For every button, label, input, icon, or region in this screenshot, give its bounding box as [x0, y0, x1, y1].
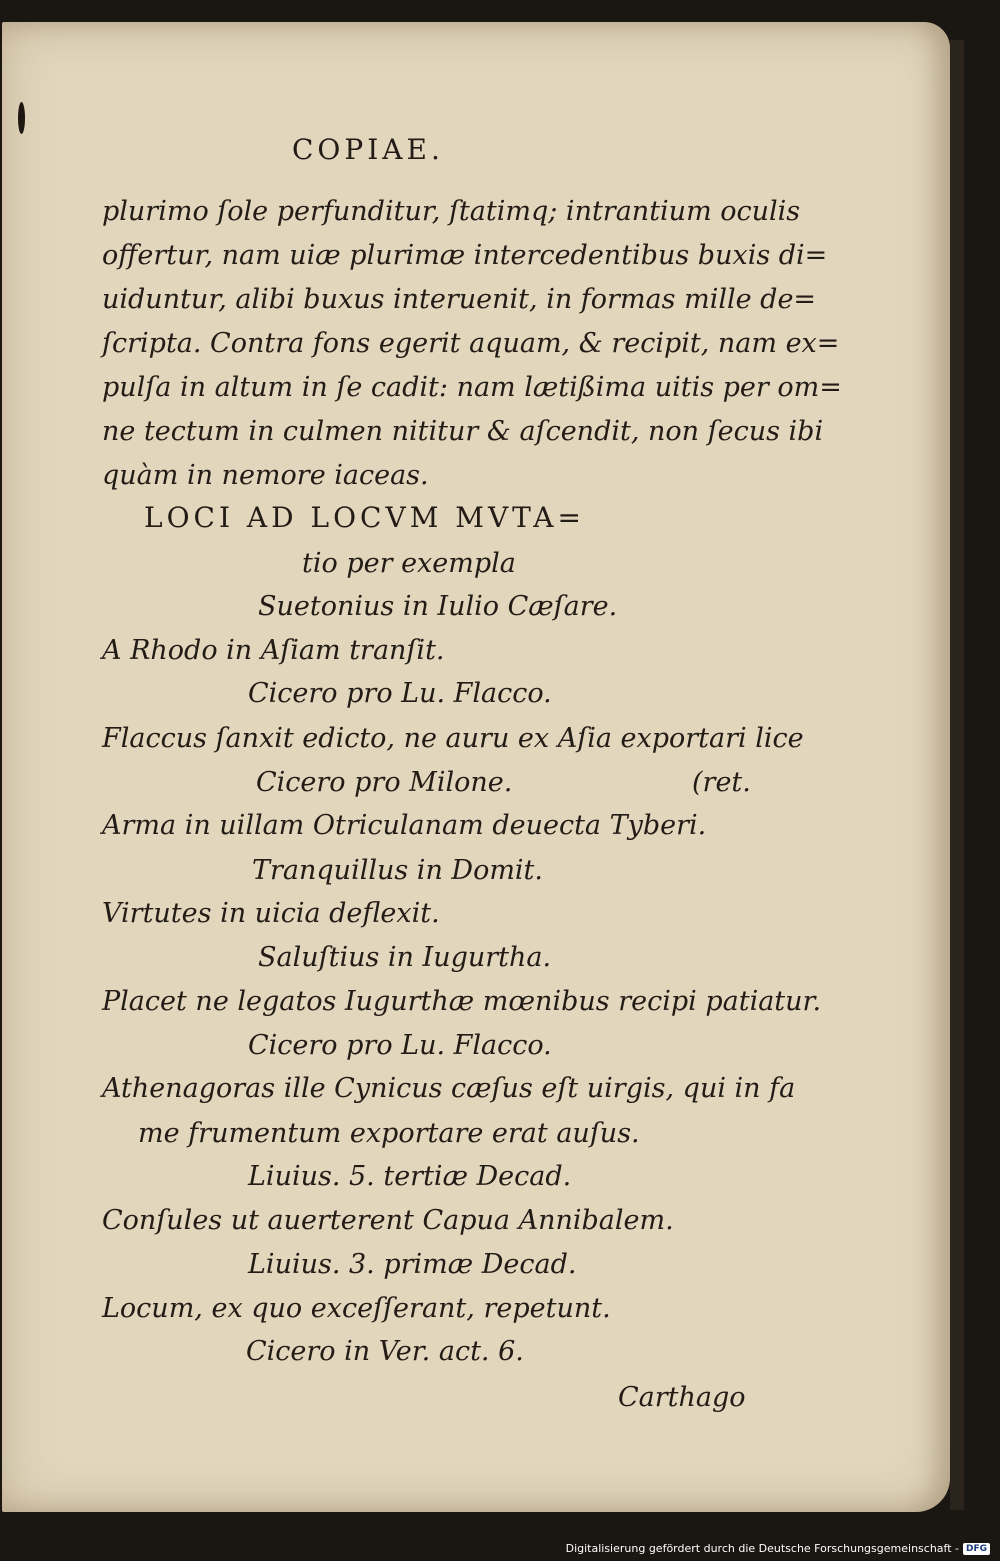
example-sentence-continued: me frumentum exportare erat auſus. — [138, 1118, 640, 1149]
example-sentence: Flaccus ſanxit edicto, ne auru ex Aſia exportari lice — [102, 723, 804, 754]
example-sentence: Conſules ut auerterent Capua Annibalem. — [102, 1205, 674, 1236]
section-subheading: tio per exempla — [302, 548, 516, 579]
digitization-credit — [566, 1542, 990, 1555]
catchword: Carthago — [618, 1382, 746, 1413]
source-citation: Cicero in Ver. act. 6. — [246, 1336, 524, 1367]
body-line: quàm in nemore iaceas. — [102, 460, 429, 491]
body-line: offertur, nam uiæ plurimæ intercedentibus buxis di= — [102, 240, 828, 271]
source-citation: Suetonius in Iulio Cæſare. — [258, 591, 618, 622]
example-sentence: Virtutes in uicia deflexit. — [102, 898, 440, 929]
running-head: COPIAE. — [292, 133, 444, 166]
example-sentence: Arma in uillam Otriculanam deuecta Tyberi. — [102, 810, 707, 841]
example-sentence: Placet ne legatos Iugurthæ mœnibus recipi patiatur. — [102, 986, 822, 1017]
body-line: ſcripta. Contra fons egerit aquam, & recipit, nam ex= — [102, 328, 840, 359]
dfg-logo: DFG — [963, 1543, 990, 1555]
page-edge — [950, 40, 964, 1510]
section-heading: LOCI AD LOCVM MVTA= — [144, 501, 585, 534]
line-overflow: (ret. — [692, 767, 751, 798]
source-citation: Cicero pro Lu. Flacco. — [248, 1030, 552, 1061]
body-line: ne tectum in culmen nititur & aſcendit, non ſecus ibi — [102, 416, 824, 447]
source-citation: Liuius. 3. primæ Decad. — [248, 1249, 577, 1280]
body-line: pulſa in altum in ſe cadit: nam lætißima uitis per om= — [102, 372, 842, 403]
ink-blot — [18, 102, 25, 134]
example-sentence: Locum, ex quo exceſſerant, repetunt. — [102, 1293, 611, 1324]
body-line: uiduntur, alibi buxus interuenit, in formas mille de= — [102, 284, 817, 315]
body-line: plurimo ſole perfunditur, ſtatimq; intrantium oculis — [102, 196, 801, 227]
source-citation: Cicero pro Milone. — [256, 767, 513, 798]
source-citation: Liuius. 5. tertiæ Decad. — [248, 1161, 572, 1192]
source-citation: Saluſtius in Iugurtha. — [258, 942, 552, 973]
source-citation: Cicero pro Lu. Flacco. — [248, 678, 552, 709]
book-page — [2, 22, 950, 1512]
example-sentence: Athenagoras ille Cynicus cæſus eſt uirgis, qui in fa — [102, 1073, 796, 1104]
example-sentence: A Rhodo in Aſiam tranſit. — [102, 635, 445, 666]
credit-text: Digitalisierung gefördert durch die Deutsche Forschungsgemeinschaft - — [565, 1542, 959, 1555]
source-citation: Tranquillus in Domit. — [252, 855, 543, 886]
